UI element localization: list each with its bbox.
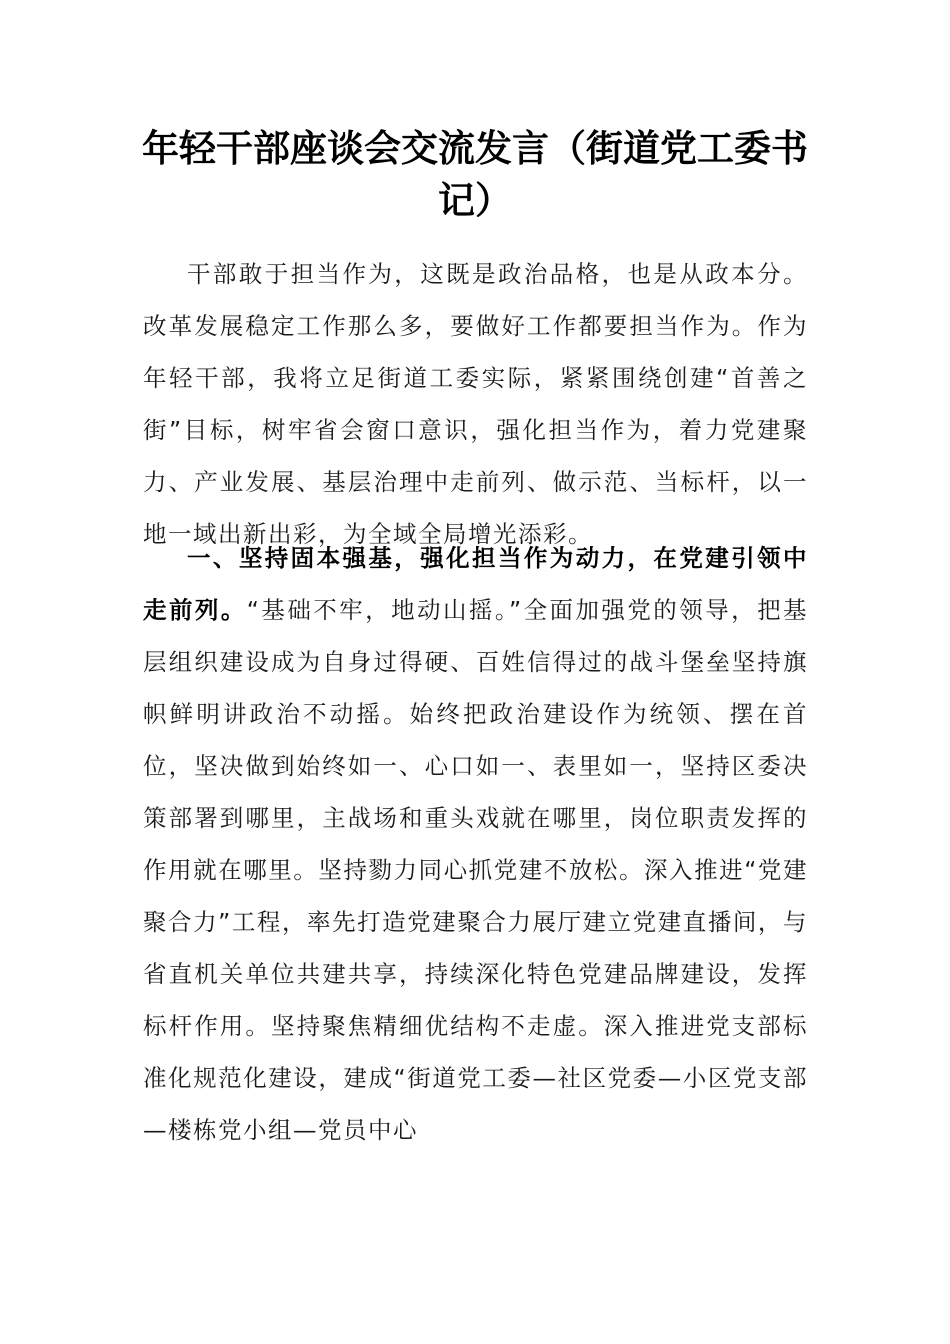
section-heading: 一、坚持固本强基，强化担当作为动力，在党建引领中走前列。 (143, 544, 808, 624)
paragraph-intro: 干部敢于担当作为，这既是政治品格，也是从政本分。改革发展稳定工作那么多，要做好工作都要担当作为。作为年轻干部，我将立足街道工委实际，紧紧围绕创建“首善之街”目标，树牢省会窗口意识，强化担当作为，着力党建聚力、产业发展、基层治理中走前列、做示范、当标杆，以一地一域出新出彩，为全域全局增光添彩。 (143, 260, 808, 548)
document-title: 年轻干部座谈会交流发言（街道党工委书记） (142, 126, 808, 222)
section-body-text: “基础不牢，地动山摇。”全面加强党的领导，把基层组织建设成为自身过得硬、百姓信得过的战斗堡垒坚持旗帜鲜明讲政治不动摇。始终把政治建设作为统领、摆在首位，坚决做到始终如一、心口如一、表里如一，坚持区委决策部署到哪里，主战场和重头戏就在哪里，岗位职责发挥的作用就在哪里。坚持勠力同心抓党建不放松。深入推进“党建聚合力”工程，率先打造党建聚合力展厅建立党建直播间，与省直机关单位共建共享，持续深化特色党建品牌建设，发挥标杆作用。坚持聚焦精细优结构不走虚。深入推进党支部标准化规范化建设，建成“街道党工委—社区党委—小区党支部—楼栋党小组—党员中心 (143, 596, 809, 1144)
paragraph-section-1 (143, 532, 808, 1156)
